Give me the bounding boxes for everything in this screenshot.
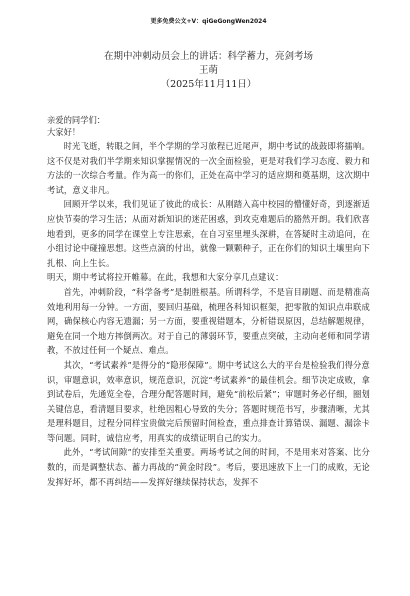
header-note: 更多免费公文+V：qiGeGongWen2024 xyxy=(150,18,267,25)
paragraph: 时光飞逝，转眼之间，半个学期的学习旅程已近尾声，期中考试的战鼓即将擂响。这不仅是对我们半学期来知识掌握情况的一次全面检验，更是对我们学习态度、毅力和方法的一次综合考量。作为高一的你们，正处在高中学习的适应期和奠基期，这次期中考试，意义非凡。 xyxy=(47,141,370,195)
paragraph: 回顾开学以来，我们见证了彼此的成长：从刚踏入高中校园的懵懂好奇，到逐渐适应快节奏的学习生活；从面对新知识的迷茫困惑，到攻克难题后的豁然开朗。我们欣喜地看到，更多的同学在课堂上专注思索，在自习室里埋头深耕，在答疑时主动追问，在小组讨论中碰撞思想。这些点滴的付出，就像一颗颗种子，正在你们的知识土壤里向下扎根、向上生长。 xyxy=(47,199,370,268)
speech-title: 在期中冲刺动员会上的讲话：科学蓄力，亮剑考场 xyxy=(103,51,313,62)
paragraph: 明天，期中考试将拉开帷幕。在此，我想和大家分享几点建议： xyxy=(47,272,284,283)
document-page xyxy=(0,16,410,596)
paragraph: 此外，“考试间隙”的安排至关重要。两场考试之间的时间，不是用来对答案、比分数的，而是调整状态、蓄力再战的“黄金时段”。考后，要迅速放下上一门的成败，无论发挥好坏，都不再纠结——发挥好继续保持状态，发挥不 xyxy=(47,447,370,487)
speech-date: （2025年11月11日） xyxy=(160,79,257,90)
author: 王萌 xyxy=(198,65,218,76)
paragraph: 首先，冲刺阶段，“科学备考”是制胜根基。所谓科学，不是盲目刷题、而是精准高效地利用每一分钟。一方面，要回归基础，梳理各科知识框架，把零散的知识点串联成网，确保核心内容无遗漏；另一方面，要重视错题本，分析错误原因，总结解题规律，避免在同一个地方摔倒两次。对于自己的薄弱环节，要重点突破，主动向老师和同学请教，不放过任何一个疑点、难点。 xyxy=(47,286,370,356)
greeting: 大家好！ xyxy=(47,127,81,137)
salutation: 亲爱的同学们： xyxy=(47,115,106,125)
paragraph: 其次，“考试素养”是得分的“隐形保障”。期中考试这么大的平台是检验我们得分意识，审题意识，效率意识，规范意识，沉淀“考试素养”的最佳机会。细节决定成败，拿到试卷后，先通览全卷，合理分配答题时间，避免“前松后紧”；审题时务必仔细，圈划关键信息，看清题目要求，杜绝因粗心导致的失分；答题时规范书写，步骤清晰，尤其是理科题目，过程分同样宝贵做完后预留时间检查，重点排查计算错误、漏题、漏涂卡等问题。同时，诚信应考，用真实的成绩证明自己的实力。 xyxy=(47,359,370,443)
